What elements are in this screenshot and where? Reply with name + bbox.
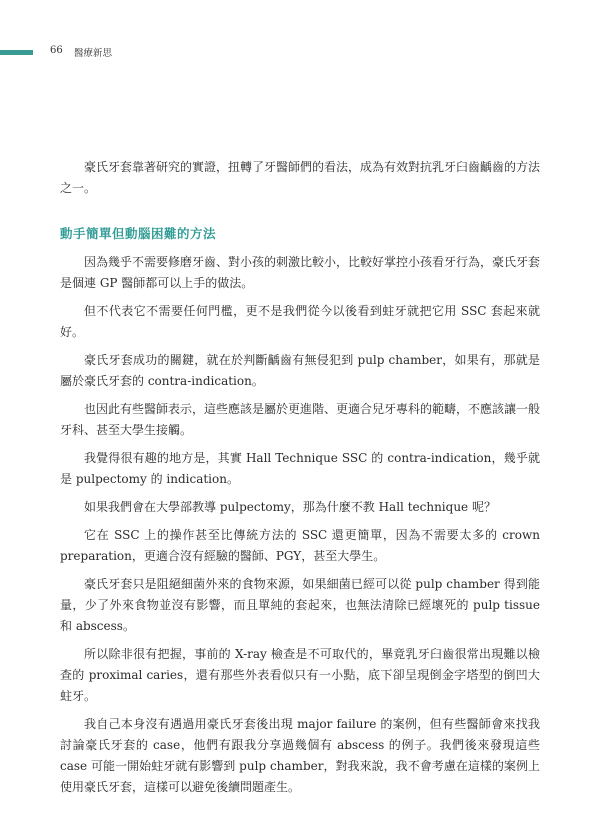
paragraph: 因為幾乎不需要修磨牙齒、對小孩的刺激比較小，比較好掌控小孩看牙行為，豪氏牙套是個連 GP 醫師都可以上手的做法。 [60,255,541,290]
paragraph: 豪氏牙套成功的關鍵，就在於判斷齲齒有無侵犯到 pulp chamber，如果有，那就是屬於豪氏牙套的 contra-indication。 [60,353,540,388]
page-content [60,157,540,805]
paragraph: 我覺得很有趣的地方是，其實 Hall Technique SSC 的 contra-indication，幾乎就是 pulpectomy 的 indication。 [60,451,540,486]
paragraph: 它在 SSC 上的操作甚至比傳統方法的 SSC 還更簡單，因為不需要太多的 crown preparation，更適合沒有經驗的醫師、PGY，甚至大學生。 [60,528,540,563]
page-number: 66 [50,45,63,56]
paragraph: 我自己本身沒有遇過用豪氏牙套後出現 major failure 的案例，但有些醫師會來找我討論豪氏牙套的 case，他們有跟我分享過幾個有 abscess 的例子。我們後來發現這些 case 可能一開始蛀牙就有影響到 pulp chamber，對我來說，我不會考慮在這樣的案例上使用豪氏牙套，這樣可以避免後續問題產生。 [60,717,540,794]
header-accent-bar [0,50,33,55]
paragraph: 也因此有些醫師表示，這些應該是屬於更進階、更適合兒牙專科的範疇，不應該讓一般牙科、甚至大學生接觸。 [60,402,541,437]
paragraph: 但不代表它不需要任何門檻，更不是我們從今以後看到蛀牙就把它用 SSC 套起來就好。 [60,304,540,339]
book-title: 醫療新思 [74,48,113,59]
intro-paragraph: 豪氏牙套靠著研究的實證，扭轉了牙醫師們的看法，成為有效對抗乳牙臼齒齲齒的方法之一。 [60,160,541,195]
paragraph: 如果我們會在大學部教導 pulpectomy，那為什麼不教 Hall technique 呢？ [84,500,496,514]
paragraph: 豪氏牙套只是阻絕細菌外來的食物來源，如果細菌已經可以從 pulp chamber 得到能量，少了外來食物並沒有影響，而且單純的套起來，也無法清除已經壞死的 pulp tissue 和 abscess。 [60,577,540,633]
paragraph: 所以除非很有把握，事前的 X-ray 檢查是不可取代的，畢竟乳牙臼齒很常出現難以檢查的 proximal caries，還有那些外表看似只有一小點，底下卻呈現倒金字塔型的倒凹大蛀牙。 [60,647,540,703]
section-heading: 動手簡單但動腦困難的方法 [60,226,217,241]
